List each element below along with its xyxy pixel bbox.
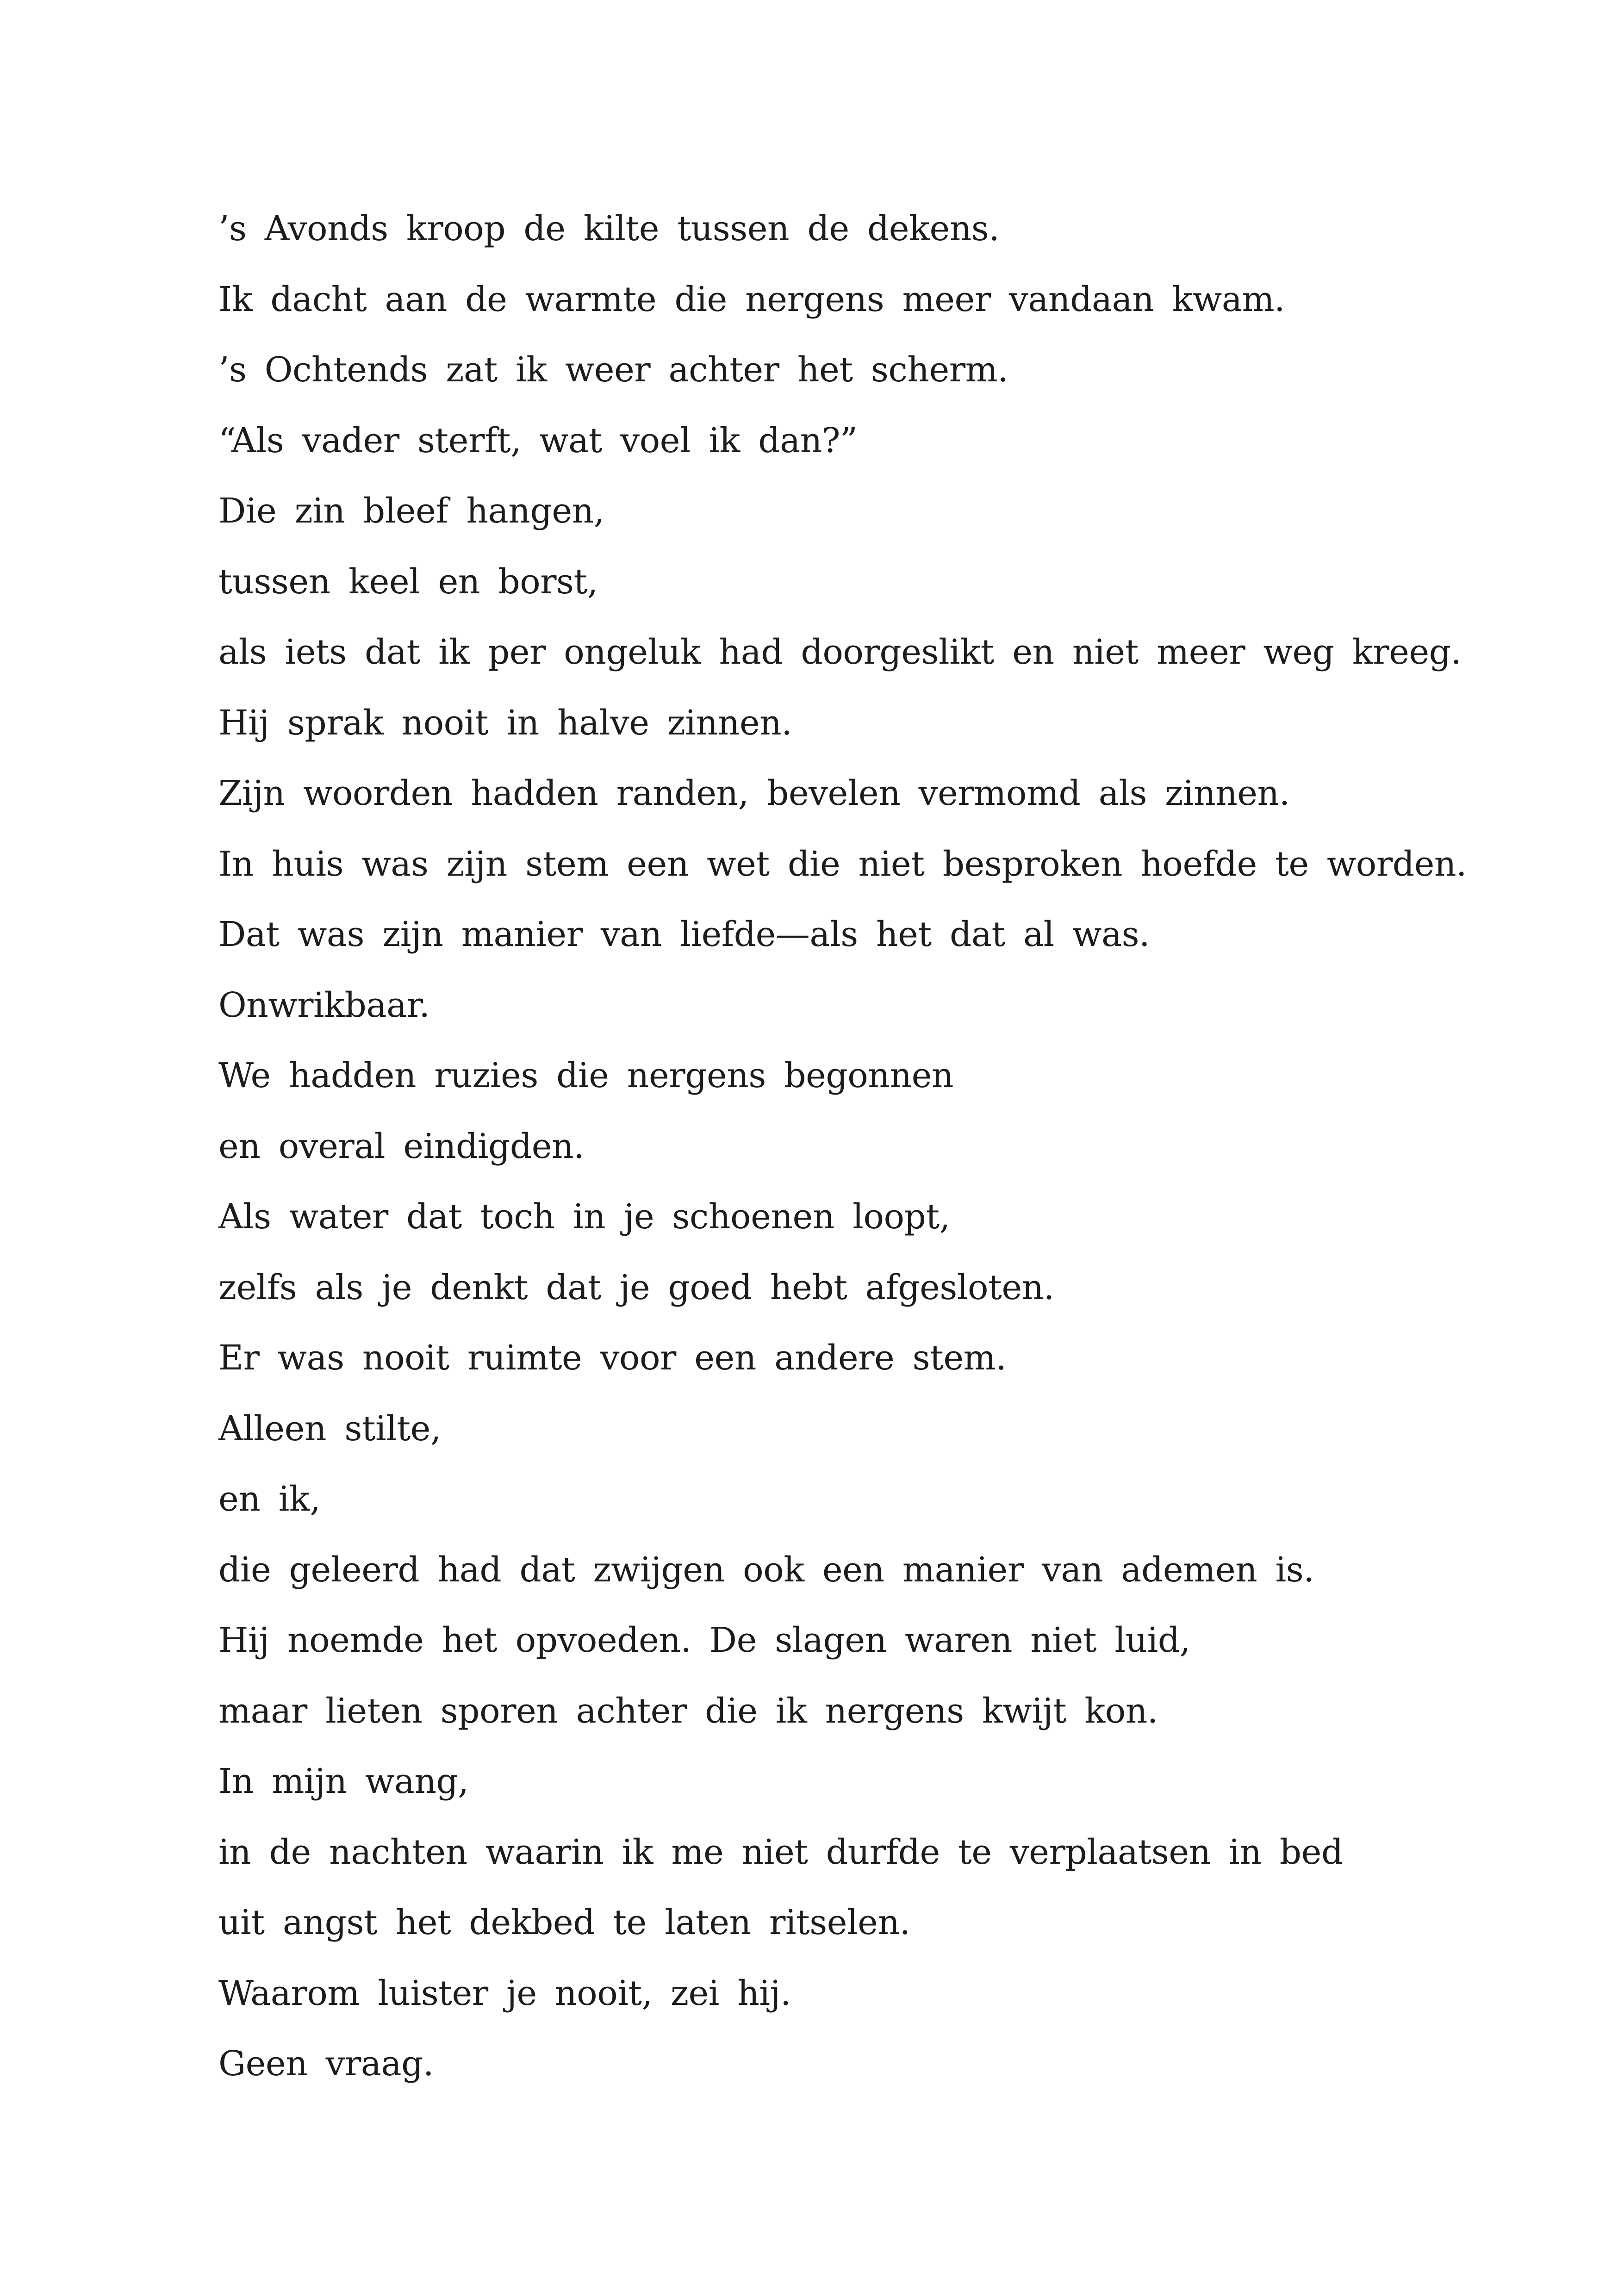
text-line: Hij noemde het opvoeden. De slagen waren niet luid,	[218, 1620, 1190, 1660]
text-line: maar lieten sporen achter die ik nergens kwijt kon.	[218, 1691, 1158, 1731]
text-line: Als water dat toch in je schoenen loopt,	[218, 1197, 950, 1237]
text-line: tussen keel en borst,	[218, 561, 598, 602]
text-line: als iets dat ik per ongeluk had doorgeslikt en niet meer weg kreeg.	[218, 632, 1462, 672]
text-line: Geen vraag.	[218, 2044, 434, 2084]
text-line: zelfs als je denkt dat je goed hebt afgesloten.	[218, 1267, 1054, 1307]
poem-text	[218, 193, 1467, 2099]
text-line: “Als vader sterft, wat voel ik dan?”	[218, 420, 858, 460]
text-line: in de nachten waarin ik me niet durfde te verplaatsen in bed	[218, 1832, 1343, 1872]
text-line: ’s Avonds kroop de kilte tussen de dekens.	[218, 209, 1000, 249]
text-line: In mijn wang,	[218, 1761, 469, 1801]
text-line: Hij sprak nooit in halve zinnen.	[218, 703, 792, 743]
text-line: Alleen stilte,	[218, 1408, 441, 1449]
text-line: Zijn woorden hadden randen, bevelen vermomd als zinnen.	[218, 773, 1290, 813]
text-line: We hadden ruzies die nergens begonnen	[218, 1056, 954, 1095]
text-line: en overal eindigden.	[218, 1126, 585, 1166]
text-line: Er was nooit ruimte voor een andere stem.	[218, 1338, 1007, 1378]
text-line: die geleerd had dat zwijgen ook een manier van ademen is.	[218, 1549, 1314, 1590]
text-line: Die zin bleef hangen,	[218, 491, 604, 531]
text-line: Onwrikbaar.	[218, 985, 430, 1025]
text-line: Ik dacht aan de warmte die nergens meer vandaan kwam.	[218, 279, 1285, 319]
text-line: In huis was zijn stem een wet die niet besproken hoefde te worden.	[218, 844, 1467, 884]
text-line: en ik,	[218, 1479, 321, 1519]
text-line: ’s Ochtends zat ik weer achter het scherm.	[218, 350, 1008, 390]
text-line: Dat was zijn manier van liefde—als het dat al was.	[218, 915, 1150, 954]
text-line: Waarom luister je nooit, zei hij.	[218, 1973, 791, 2013]
text-line: uit angst het dekbed te laten ritselen.	[218, 1903, 910, 1942]
